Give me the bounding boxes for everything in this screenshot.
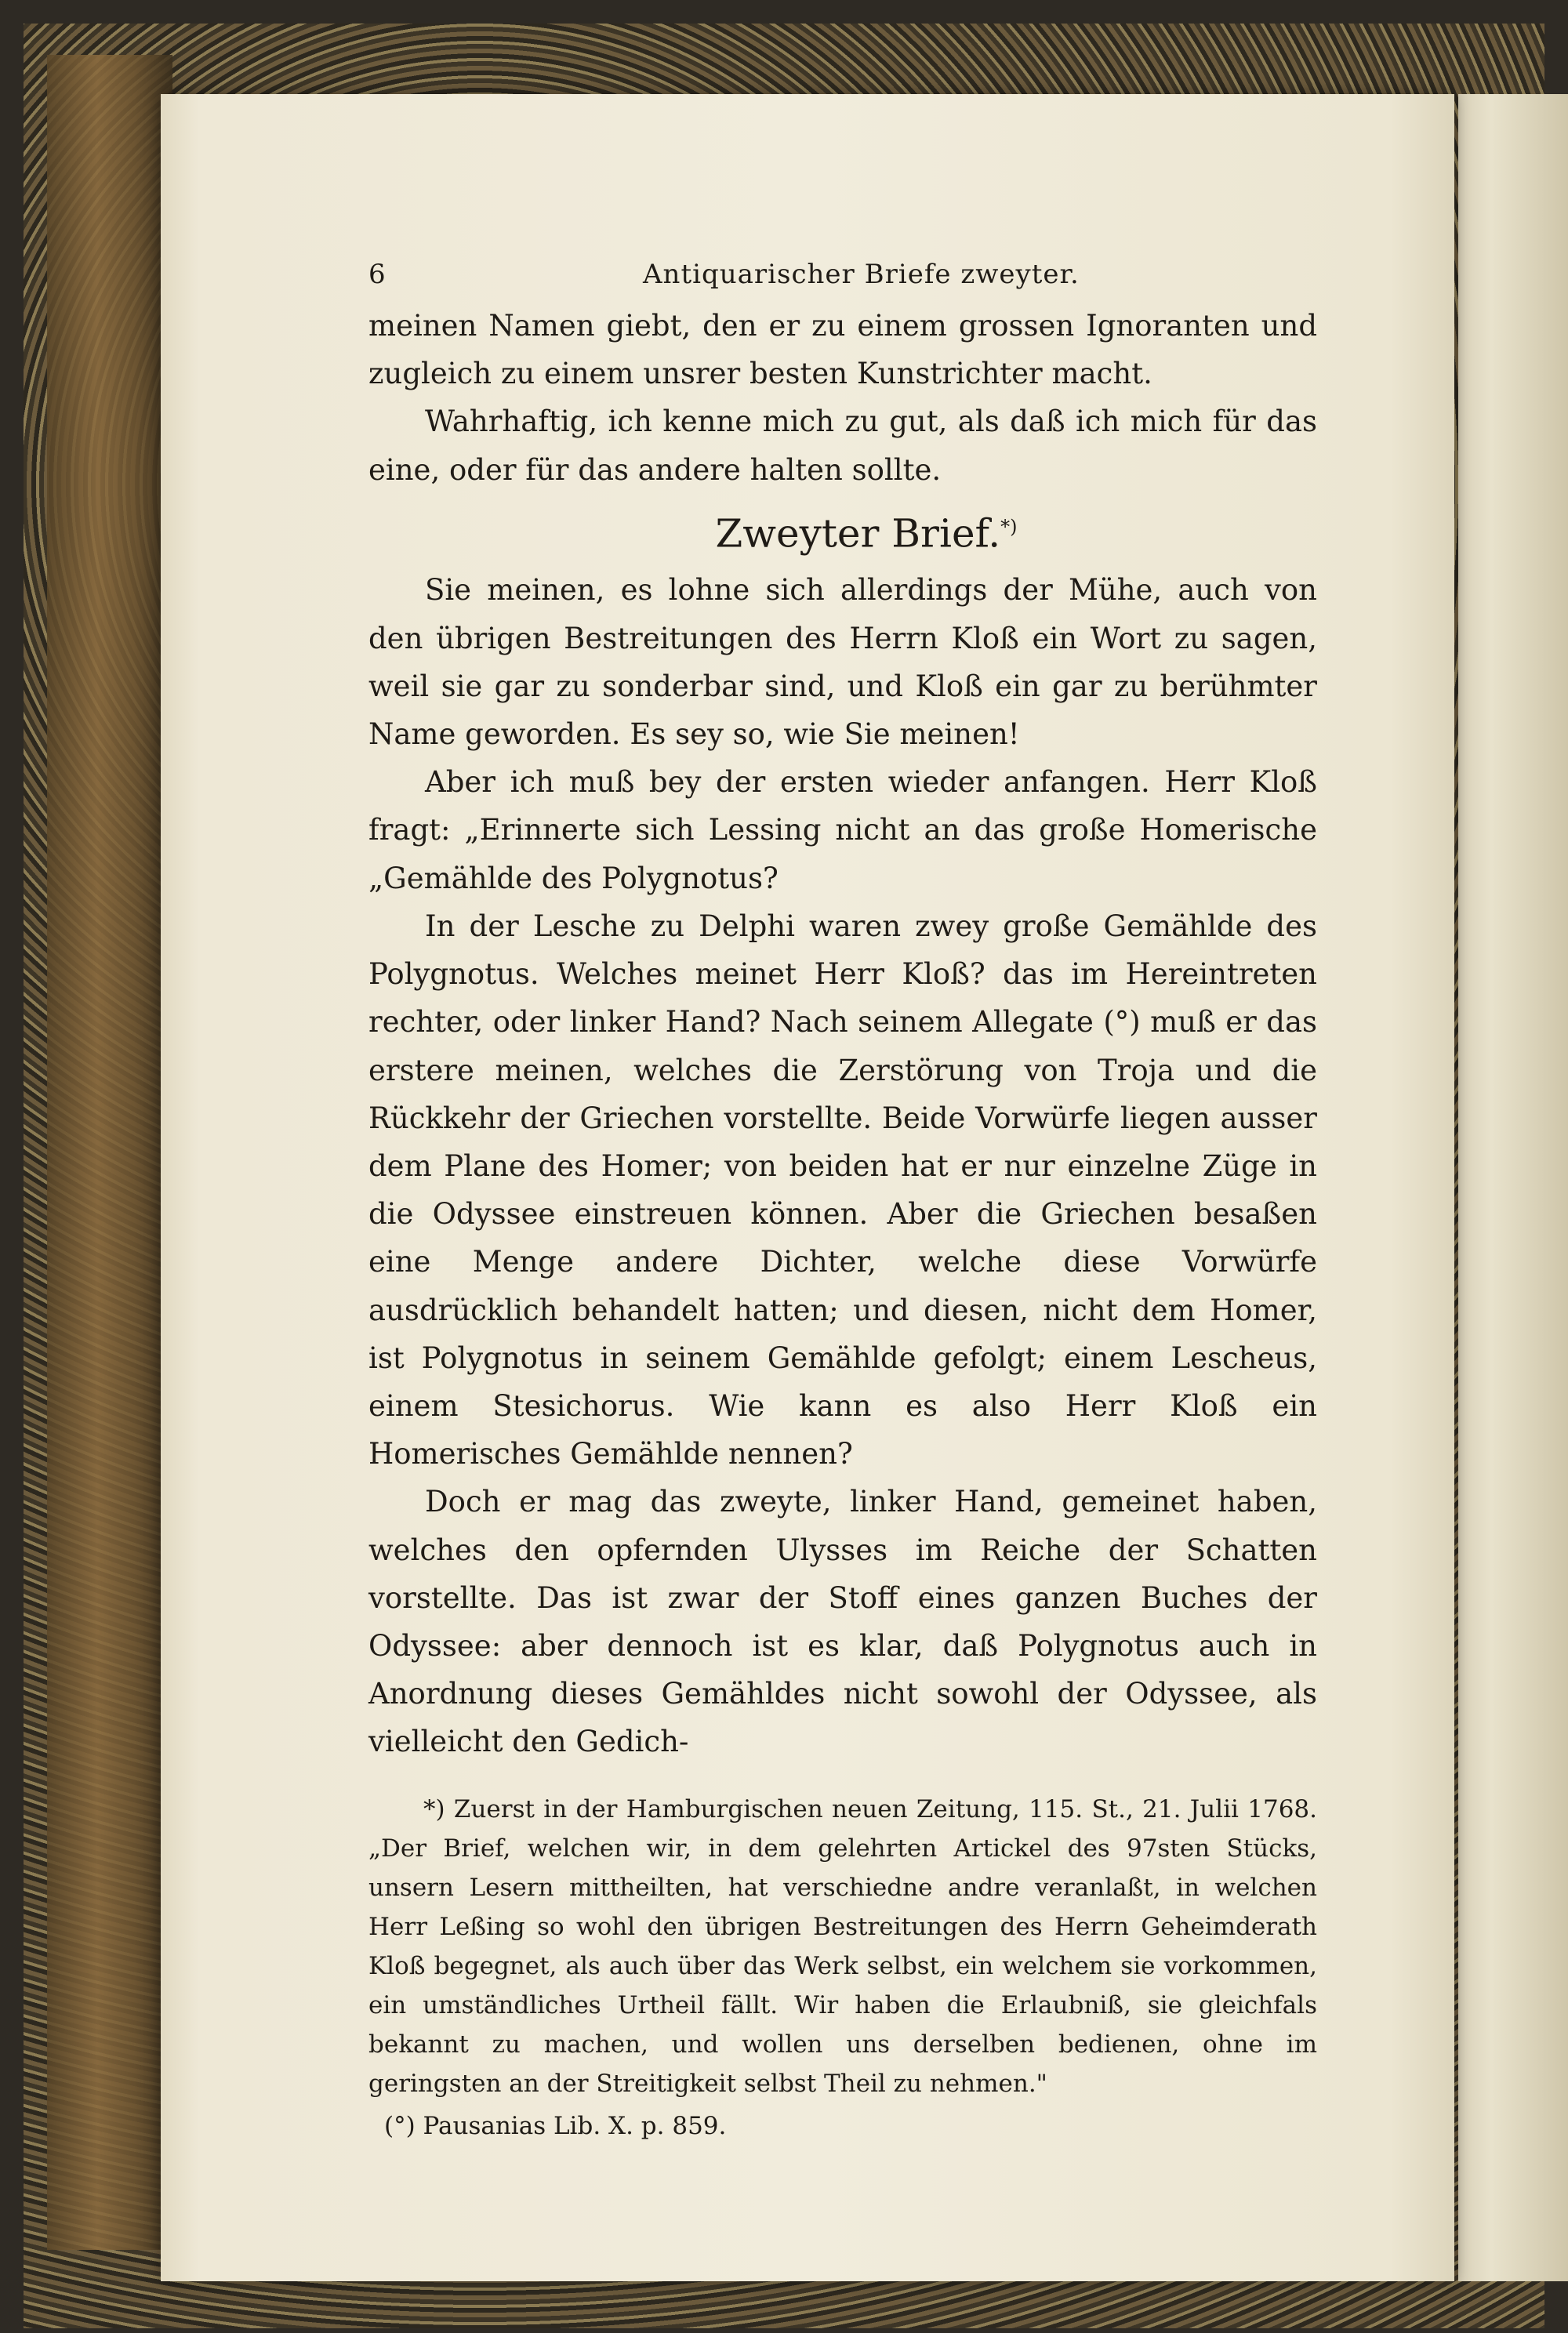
paragraph: In der Lesche zu Delphi waren zwey große Gemählde des Polygnotus. Welches meinet Herr Kloß? das im Hereintreten rechter, oder linker Hand? Nach seinem Allegate (°) muß er das erstere meinen, welches die Zerstörung von Troja und die Rückkehr der Griechen vorstellte. Beide Vorwürfe liegen ausser dem Plane des Homer; von beiden hat er nur einzelne Züge in die Odyssee einstreuen können. Aber die Griechen besaßen eine Menge andere Dichter, welche diese Vorwürfe ausdrücklich behandelt hatten; und diesen, nicht dem Homer, ist Polygnotus in seinem Gemählde gefolgt; einem Lescheus, einem Stesichorus. Wie kann es also Herr Kloß ein Homerisches Gemählde nennen?	[368, 909, 1317, 1471]
footnote-source: (°) Pausanias Lib. X. p. 859.	[384, 2111, 727, 2140]
paragraph-continuation: meinen Namen giebt, den er zu einem grossen Ignoranten und zugleich zu einem unsrer besten Kunstrichter macht.	[368, 309, 1317, 391]
page-text	[368, 255, 1317, 2146]
paragraph: Sie meinen, es lohne sich allerdings der Mühe, auch von den übrigen Bestreitungen des Herrn Kloß ein Wort zu sagen, weil sie gar zu sonderbar sind, und Kloß ein gar zu berühmter Name geworden. Es sey so, wie Sie meinen!	[368, 573, 1317, 752]
paragraph: Doch er mag das zweyte, linker Hand, gemeinet haben, welches den opfernden Ulysses im Reiche der Schatten vorstellte. Das ist zwar der Stoff eines ganzen Buches der Odyssee: aber dennoch ist es klar, daß Polygnotus auch in Anordnung dieses Gemähldes nicht sowohl der Odyssee, als vielleicht den Gedich-	[368, 1485, 1317, 1759]
footnotes	[368, 1790, 1317, 2146]
running-head-title: Antiquarischer Briefe zweyter.	[643, 259, 1080, 290]
page-number: 6	[368, 259, 386, 290]
letter-heading	[368, 494, 1317, 567]
paragraph: Aber ich muß bey der ersten wieder anfangen. Herr Kloß fragt: „Erinnerte sich Lessing nicht an das große Homerische „Gemählde des Polygnotus?	[368, 765, 1317, 895]
footnote-mark: *)	[1000, 515, 1018, 538]
paragraph: Wahrhaftig, ich kenne mich zu gut, als daß ich mich für das eine, oder für das andere halten sollte.	[368, 405, 1317, 487]
body-text	[368, 302, 1317, 1766]
running-head	[368, 255, 1317, 302]
footnote: *) Zuerst in der Hamburgischen neuen Zeitung, 115. St., 21. Julii 1768. „Der Brief, welchen wir, in dem gelehrten Artickel des 97sten Stücks, unsern Lesern mittheilten, hat verschiedne andre veranlaßt, in welchen Herr Leßing so wohl den übrigen Bestreitungen des Herrn Geheimderath Kloß begegnet, als auch über das Werk selbst, ein welchem sie vorkommen, ein umständliches Urtheil fällt. Wir haben die Erlaubniß, sie gleichfals bekannt zu machen, und wollen uns derselben bedienen, ohne im geringsten an der Streitigkeit selbst Theil zu nehmen."	[368, 1794, 1317, 2098]
book-spine-edge	[47, 55, 172, 2250]
letter-heading-text: Zweyter Brief.	[715, 510, 1001, 557]
adjacent-page-edge	[1458, 94, 1568, 2281]
